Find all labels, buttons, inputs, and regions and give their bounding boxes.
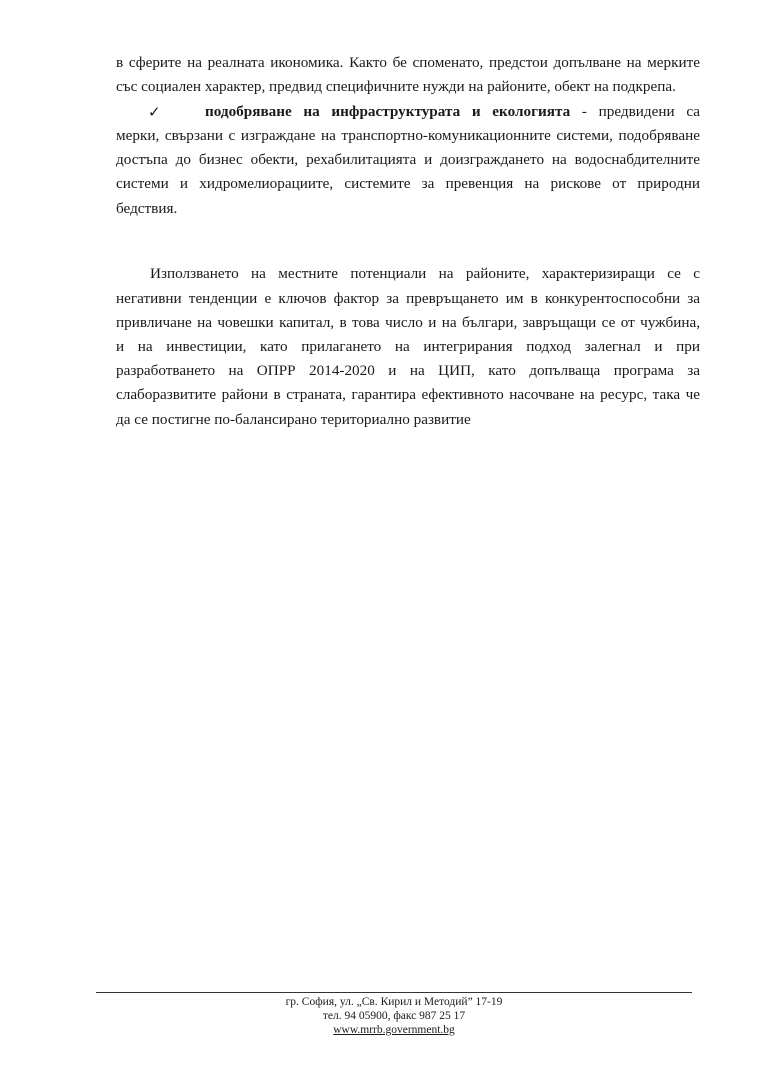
footer-divider bbox=[96, 992, 692, 993]
footer-website-row bbox=[96, 1023, 692, 1037]
bullet-heading: подобряване на инфраструктурата и екологията bbox=[205, 103, 571, 120]
paragraph-2-line-3: привличане на човешки капитал, в това число и на българи, завръщащи се от чужбина, bbox=[116, 314, 700, 331]
footer-website-link[interactable]: www.mrrb.government.bg bbox=[333, 1024, 455, 1036]
footer-phone: тел. 94 05900, факс 987 25 17 bbox=[322, 1010, 466, 1022]
bullet-line-3: достъпа до бизнес обекти, рехабилитацията и доизграждането на водоснабдителните bbox=[116, 151, 700, 168]
paragraph-2-line-6: слаборазвитите райони в страната, гарантира ефективното насочване на ресурс, така че bbox=[116, 386, 700, 403]
bullet-first-line bbox=[205, 101, 700, 123]
bullet-line-2: мерки, свързани с изграждане на транспортно-комуникационните системи, подобряване bbox=[116, 127, 700, 144]
footer-address: гр. София, ул. „Св. Кирил и Методий” 17-19 bbox=[285, 996, 503, 1008]
bullet-line-5: бедствия. bbox=[116, 200, 178, 217]
paragraph-1-line-1: в сферите на реалната икономика. Както бе споменато, предстои допълване на мерките bbox=[116, 54, 700, 71]
paragraph-2-line-5: разработването на ОПРР 2014-2020 и на ЦИП, като допълваща програма за bbox=[116, 362, 700, 379]
paragraph-2-line-1: Използването на местните потенциали на районите, характеризиращи се с bbox=[150, 265, 700, 282]
bullet-first-line-rest: - предвидени са bbox=[570, 103, 700, 120]
paragraph-2-line-4: и на инвестиции, като прилагането на интегрирания подход залегнал и при bbox=[116, 338, 700, 355]
paragraph-1-line-2: със социален характер, предвид специфичните нужди на районите, обект на подкрепа. bbox=[116, 78, 676, 95]
paragraph-2-line-7: да се постигне по-балансирано териториално развитие bbox=[116, 411, 471, 428]
paragraph-2-line-2: негативни тенденции е ключов фактор за превръщането им в конкурентоспособни за bbox=[116, 290, 700, 307]
checkmark-icon: ✓ bbox=[148, 103, 161, 121]
bullet-line-4: системи и хидромелиорациите, системите за превенция на рискове от природни bbox=[116, 175, 700, 192]
